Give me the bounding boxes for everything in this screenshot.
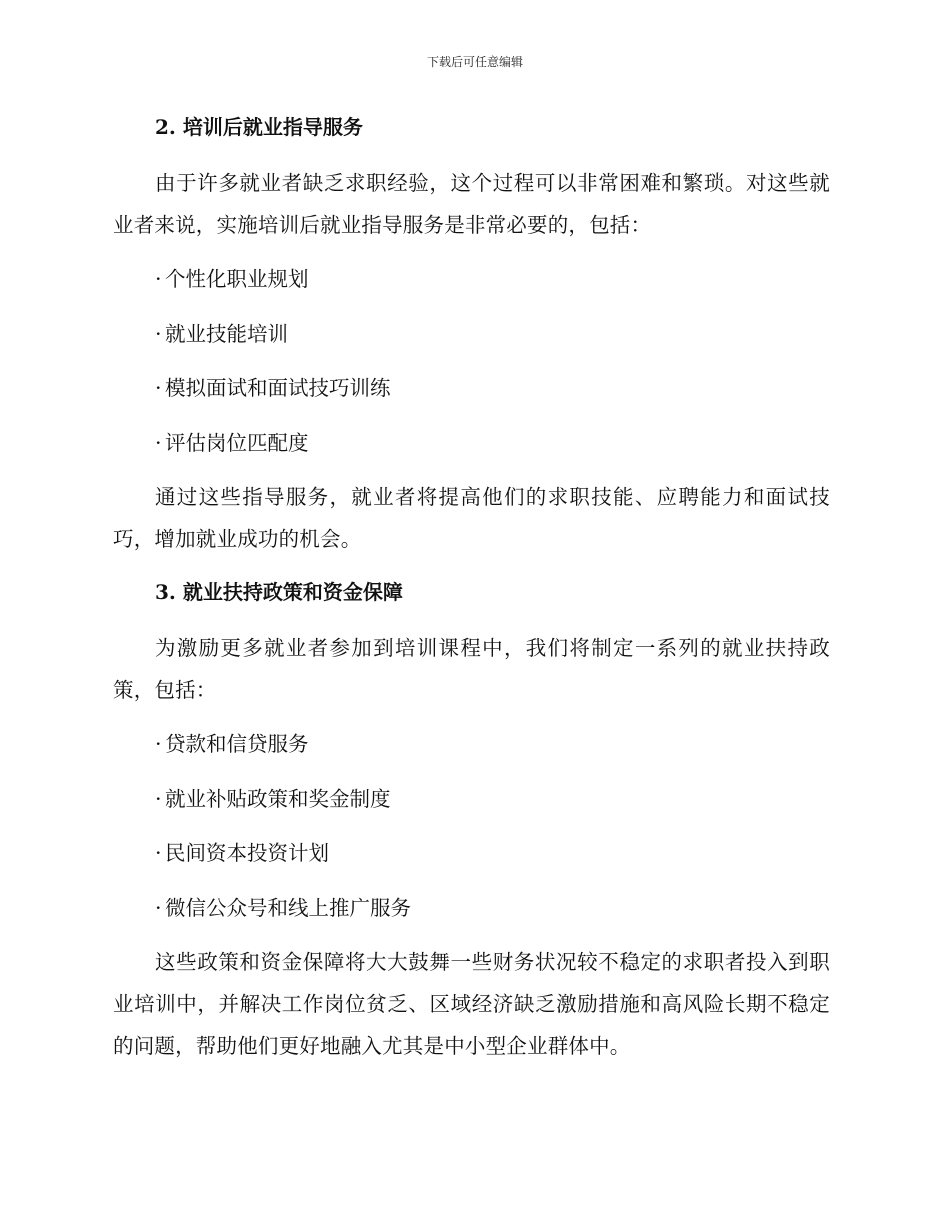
bullet-item [113,313,830,355]
bullet-dot-icon: · [155,376,162,400]
bullet-text: 个性化职业规划 [165,267,309,291]
bullet-dot-icon: · [155,895,162,920]
bullet-item [113,723,830,765]
page-header: 下载后可任意编辑 [426,55,523,69]
bullet-dot-icon: · [155,786,162,811]
bullet-text: 评估岗位匹配度 [165,430,309,455]
bullet-text: 民间资本投资计划 [165,841,329,865]
bullet-text: 微信公众号和线上推广服务 [165,895,411,920]
bullet-item [113,832,830,874]
section-heading-employment-guidance: 2. 培训后就业指导服务 [155,115,363,139]
section3-intro-paragraph: 为激励更多就业者参加到培训课程中，我们将制定一系列的就业扶持政策，包括： [113,636,830,702]
bullet-item [113,778,830,820]
bullet-dot-icon: · [155,430,162,455]
bullet-item [113,422,830,464]
section2-intro-paragraph: 由于许多就业者缺乏求职经验，这个过程可以非常困难和繁琐。对这些就业者来说，实施培训后就业指导服务是非常必要的，包括： [113,171,830,237]
bullet-item [113,887,830,929]
bullet-item [113,367,830,409]
bullet-text: 贷款和信贷服务 [165,732,309,756]
bullet-dot-icon: · [155,267,162,291]
section3-conclusion-paragraph: 这些政策和资金保障将大大鼓舞一些财务状况较不稳定的求职者投入到职业培训中，并解决工作岗位贫乏、区域经济缺乏激励措施和高风险长期不稳定的问题，帮助他们更好地融入尤其是中小型企业群体中。 [113,950,830,1058]
bullet-text: 就业补贴政策和奖金制度 [165,786,391,811]
bullet-text: 模拟面试和面试技巧训练 [165,376,391,400]
bullet-dot-icon: · [155,321,162,346]
bullet-item [113,258,830,300]
bullet-text: 就业技能培训 [165,321,288,346]
bullet-dot-icon: · [155,841,162,865]
bullet-dot-icon: · [155,732,162,756]
document-body [113,107,830,1079]
section-heading-support-policy: 3. 就业扶持政策和资金保障 [155,580,403,604]
section2-conclusion-paragraph: 通过这些指导服务，就业者将提高他们的求职技能、应聘能力和面试技巧，增加就业成功的机会。 [113,485,830,551]
